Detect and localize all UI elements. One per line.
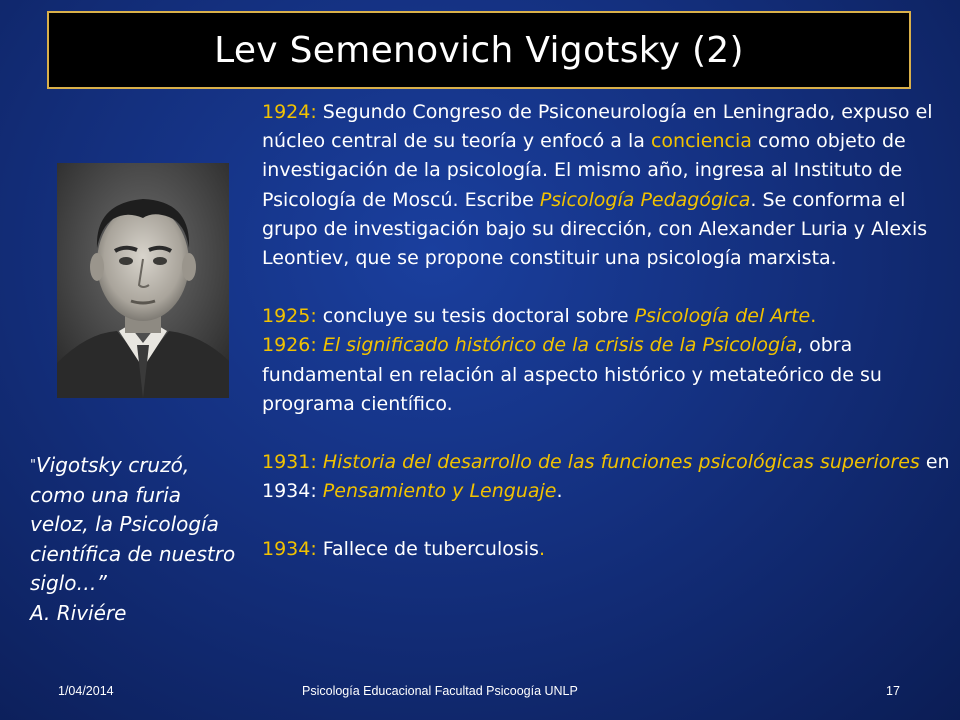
text-span: en 1934: [262, 451, 950, 503]
timeline-1934 [262, 535, 954, 564]
book-title: El significado histórico de la crisis de la Psicología [322, 334, 798, 357]
book-title: Historia del desarrollo de las funciones psicológicas superiores [322, 451, 920, 474]
year-label: 1924: [262, 101, 317, 123]
keyword-conciencia: conciencia [650, 130, 752, 153]
text-span: Segundo Congreso de Psiconeurología en Leningrado, expuso el núcleo central de su teoría y enfocó a la [262, 101, 933, 153]
portrait-photo [57, 163, 229, 398]
year-label: 1926: [262, 334, 317, 357]
book-title: Psicología del Arte [634, 305, 811, 328]
timeline-1925 [262, 302, 954, 331]
book-title: Psicología Pedagógica [539, 188, 751, 211]
quote-block [30, 451, 240, 628]
timeline-1926 [262, 331, 954, 419]
spacer [262, 273, 954, 302]
text-span: , obra fundamental en relación al aspecto histórico y metateórico de su programa científico. [262, 334, 882, 415]
year-label: 1925: [262, 305, 317, 328]
text-span: . Se conforma el grupo de investigación bajo su dirección, con Alexander Luria y Alexis Leontiev, que se propone constituir una psicología marxista. [262, 188, 928, 270]
quote-open-mark: " [30, 458, 36, 473]
book-title: Pensamiento y Lenguaje [322, 480, 557, 503]
text-span: concluye su tesis doctoral sobre [316, 305, 635, 328]
text-span: Fallece de tuberculosis [316, 538, 539, 561]
period: . [810, 305, 817, 328]
quote-body: Vigotsky cruzó, como una furia veloz, la Psicología científica de nuestro siglo…” [30, 453, 236, 595]
footer-date: 1/04/2014 [58, 684, 114, 698]
period: . [556, 480, 563, 503]
footer-center: Psicología Educacional Facultad Psicoogía UNLP [302, 684, 578, 698]
slide-title: Lev Semenovich Vigotsky (2) [214, 29, 744, 71]
quote-text [30, 451, 240, 599]
spacer [262, 419, 954, 448]
footer-page-number: 17 [886, 684, 900, 698]
text-span: como objeto de investigación de la psicología. El mismo año, ingresa al Instituto de Psicología de Moscú. Escribe [262, 130, 906, 211]
timeline-text [262, 98, 954, 565]
timeline-1924 [262, 98, 954, 273]
portrait-image [57, 163, 229, 398]
spacer [262, 506, 954, 535]
year-label: 1931: [262, 451, 317, 474]
timeline-1931 [262, 448, 954, 506]
quote-author: A. Riviére [30, 600, 127, 625]
title-box [47, 11, 911, 89]
period: . [538, 538, 545, 561]
year-label: 1934: [262, 538, 317, 561]
